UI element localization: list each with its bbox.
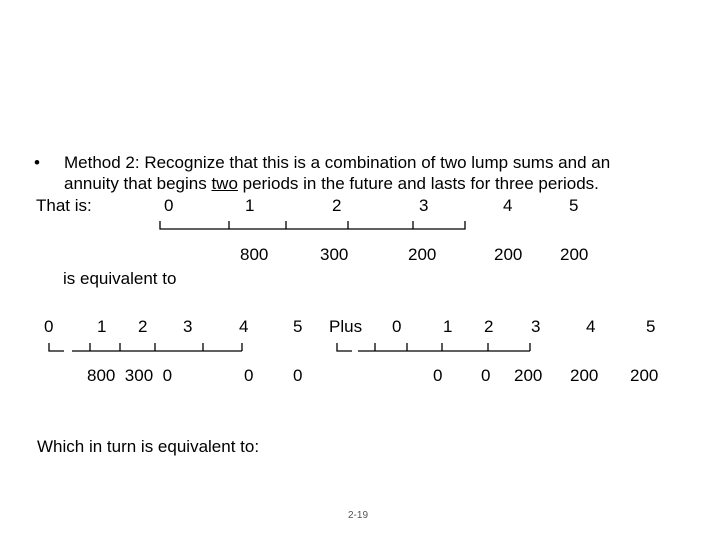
- method-line-1: Method 2: Recognize that this is a combination of two lump sums and an: [64, 153, 611, 172]
- that-is-label: That is:: [36, 196, 92, 215]
- right-period-3: 3: [531, 317, 541, 336]
- right-cashflow-period-3: 200: [514, 366, 543, 385]
- left-period-5: 5: [293, 317, 303, 336]
- right-period-5: 5: [646, 317, 656, 336]
- top-period-4: 4: [503, 196, 513, 215]
- top-period-3: 3: [419, 196, 429, 215]
- bullet-point: •: [34, 153, 40, 172]
- left-period-0: 0: [44, 317, 54, 336]
- left-cashflow-period-4: 0: [244, 366, 254, 385]
- left-period-3: 3: [183, 317, 193, 336]
- left-period-4: 4: [239, 317, 249, 336]
- method-emphasis-two: two: [211, 174, 238, 193]
- top-period-0: 0: [164, 196, 174, 215]
- method-line-2-post: periods in the future and lasts for three periods.: [237, 174, 599, 193]
- left-period-2: 2: [138, 317, 148, 336]
- top-cashflow-200-b: 200: [494, 245, 523, 264]
- right-period-0: 0: [392, 317, 402, 336]
- top-period-1: 1: [245, 196, 255, 215]
- top-cashflow-200-a: 200: [408, 245, 437, 264]
- top-period-2: 2: [332, 196, 342, 215]
- right-period-2: 2: [484, 317, 494, 336]
- right-cashflow-period-5: 200: [630, 366, 659, 385]
- method-line-2-pre: annuity that begins: [64, 174, 212, 193]
- right-cashflow-period-4: 200: [570, 366, 599, 385]
- plus-label: Plus: [329, 317, 363, 336]
- slide-number: 2-19: [348, 510, 369, 521]
- right-cashflow-period-2: 0: [481, 366, 491, 385]
- equivalent-label: is equivalent to: [63, 269, 177, 288]
- right-cashflow-period-1: 0: [433, 366, 443, 385]
- right-period-1: 1: [443, 317, 453, 336]
- top-period-5: 5: [569, 196, 579, 215]
- top-cashflow-200-c: 200: [560, 245, 589, 264]
- top-cashflow-800: 800: [240, 245, 269, 264]
- left-cashflows-800-300-0: 800 300 0: [87, 366, 173, 385]
- right-period-4: 4: [586, 317, 596, 336]
- left-period-1: 1: [97, 317, 107, 336]
- left-cashflow-period-5: 0: [293, 366, 303, 385]
- top-cashflow-300: 300: [320, 245, 349, 264]
- which-in-turn-label: Which in turn is equivalent to:: [37, 437, 260, 456]
